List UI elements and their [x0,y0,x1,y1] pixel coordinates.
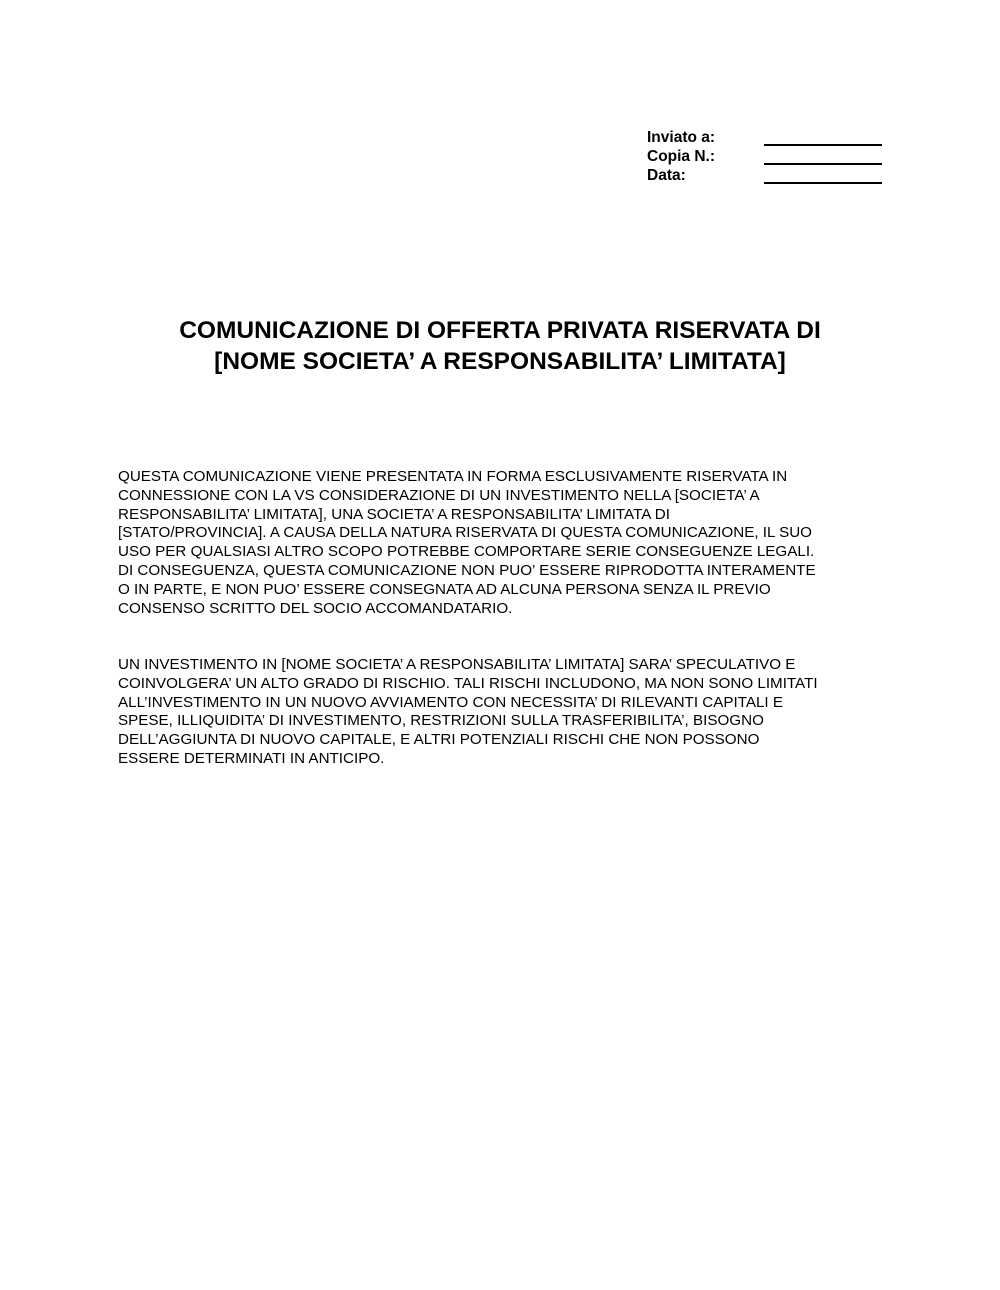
paragraph-line: DI CONSEGUENZA, QUESTA COMUNICAZIONE NON PUO’ ESSERE RIPRODOTTA INTERAMENTE [118,561,816,579]
date-label: Data: [647,167,686,184]
document-title [100,315,900,377]
paragraph-line: DELL’AGGIUNTA DI NUOVO CAPITALE, E ALTRI POTENZIALI RISCHI CHE NON POSSONO [118,731,760,749]
paragraph-line: ALL’INVESTIMENTO IN UN NUOVO AVVIAMENTO CON NECESSITA’ DI RILEVANTI CAPITALI E [118,693,784,711]
date-blank-line [764,182,882,184]
paragraph-line: [STATO/PROVINCIA]. A CAUSA DELLA NATURA RISERVATA DI QUESTA COMUNICAZIONE, IL SUO [118,524,812,542]
paragraph-line: ESSERE DETERMINATI IN ANTICIPO. [118,749,385,767]
title-line: COMUNICAZIONE DI OFFERTA PRIVATA RISERVATA DI [179,317,821,344]
sent-to-label: Inviato a: [647,129,716,146]
copy-number-blank-line [764,163,882,165]
date-field [647,166,887,185]
risk-paragraph [118,656,908,769]
paragraph-line: CONNESSIONE CON LA VS CONSIDERAZIONE DI UN INVESTIMENTO NELLA [SOCIETA’ A [118,486,760,504]
paragraph-line: SPESE, ILLIQUIDITA’ DI INVESTIMENTO, RESTRIZIONI SULLA TRASFERIBILITA’, BISOGNO [118,712,764,730]
sent-to-blank-line [764,144,882,146]
paragraph-line: USO PER QUALSIASI ALTRO SCOPO POTREBBE COMPORTARE SERIE CONSEGUENZE LEGALI. [118,543,815,561]
confidentiality-paragraph [118,468,908,618]
paragraph-line: O IN PARTE, E NON PUO’ ESSERE CONSEGNATA AD ALCUNA PERSONA SENZA IL PREVIO [118,580,771,598]
document-header-fields [647,128,887,185]
paragraph-line: CONSENSO SCRITTO DEL SOCIO ACCOMANDATARIO. [118,599,513,617]
sent-to-field [647,128,887,147]
title-line: [NOME SOCIETA’ A RESPONSABILITA’ LIMITATA] [214,348,786,375]
copy-number-label: Copia N.: [647,148,716,165]
copy-number-field [647,147,887,166]
paragraph-line: RESPONSABILITA’ LIMITATA], UNA SOCIETA’ A RESPONSABILITA’ LIMITATA DI [118,505,670,523]
paragraph-line: UN INVESTIMENTO IN [NOME SOCIETA’ A RESPONSABILITA’ LIMITATA] SARA’ SPECULATIVO E [118,656,796,673]
paragraph-line: COINVOLGERA’ UN ALTO GRADO DI RISCHIO. TALI RISCHI INCLUDONO, MA NON SONO LIMITATI [118,674,818,692]
paragraph-line: QUESTA COMUNICAZIONE VIENE PRESENTATA IN FORMA ESCLUSIVAMENTE RISERVATA IN [118,468,788,485]
